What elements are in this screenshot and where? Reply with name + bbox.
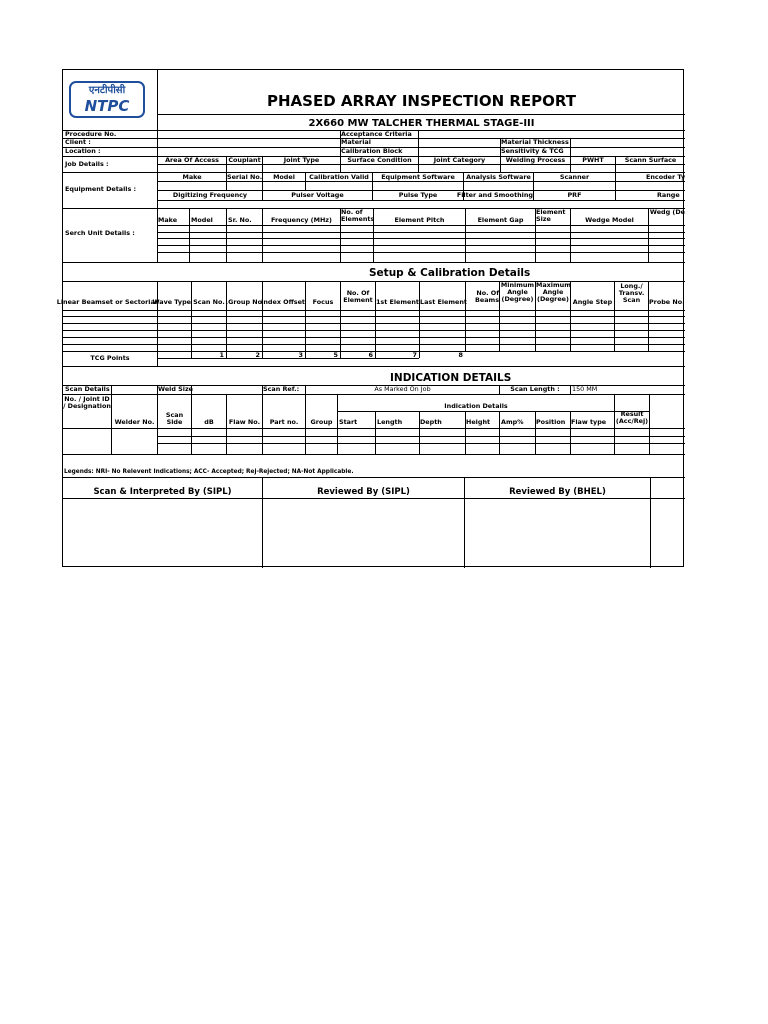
grid-line xyxy=(648,208,649,262)
setup-col-no-of-beams: No. Of Beams xyxy=(475,289,499,304)
ind-col-height: Height xyxy=(466,418,491,426)
grid-line xyxy=(157,252,685,253)
grid-line xyxy=(570,138,571,156)
setup-col-wave-type: Wave Type xyxy=(152,298,191,306)
setup-col-beamset: Linear Beamset or Sectorial xyxy=(56,298,157,306)
tcg-points-label: TCG Points xyxy=(90,354,130,362)
setup-calibration-title: Setup & Calibration Details xyxy=(369,267,531,279)
setup-col-max-angle: Maximum Angle (Degree) xyxy=(536,281,571,303)
equip-col-filter-smoothing: Filter and Smoothing xyxy=(456,191,533,199)
job-col-joint-category: Joint Category xyxy=(433,156,486,164)
equip-col-model: Model xyxy=(273,173,295,181)
equipment-details-label: Equipment Details : xyxy=(65,185,137,193)
inspection-report-sheet xyxy=(56,69,686,567)
setup-col-index-offset: Index Offset xyxy=(261,298,305,306)
su-col-element-gap: Element Gap xyxy=(477,216,524,224)
su-col-wedge-model: Wedge Model xyxy=(585,216,634,224)
equip-col-scanner: Scanner xyxy=(559,173,590,181)
tcg-point-3: 3 xyxy=(298,351,303,359)
tcg-point-1: 1 xyxy=(219,351,224,359)
tcg-point-6: 6 xyxy=(368,351,373,359)
job-col-joint-type: Joint Type xyxy=(283,156,320,164)
acceptance-criteria-label: Acceptance Criteria xyxy=(341,130,412,138)
sensitivity-tcg-label: Sensitivity & TCG xyxy=(501,147,564,155)
grid-line xyxy=(375,411,376,454)
equip-col-equipment-software: Equipment Software xyxy=(381,173,455,181)
grid-line xyxy=(111,385,112,394)
grid-line xyxy=(63,262,685,263)
grid-line xyxy=(615,190,616,200)
job-col-pwht: PWHT xyxy=(582,156,604,164)
grid-line xyxy=(262,281,263,358)
equip-col-calibration-valid: Calibration Valid xyxy=(309,173,369,181)
weld-size-label: Weld Size xyxy=(158,385,193,393)
grid-line xyxy=(157,436,685,437)
ind-col-part-no: Part no. xyxy=(269,418,299,426)
grid-line xyxy=(157,164,685,165)
grid-line xyxy=(157,238,685,239)
setup-col-no-of-element: No. Of Element xyxy=(343,289,373,304)
grid-line xyxy=(63,366,685,367)
grid-line xyxy=(157,281,158,366)
su-col-sr-no: Sr. No. xyxy=(228,216,252,224)
material-thickness-label: Material Thickness xyxy=(501,138,569,146)
grid-line xyxy=(157,225,685,226)
signature-scan-interpreted-sipl: Scan & Interpreted By (SIPL) xyxy=(93,487,232,497)
grid-line xyxy=(191,281,192,358)
su-col-model: Model xyxy=(191,216,213,224)
setup-col-1st-element: 1st Element xyxy=(375,298,419,306)
grid-line xyxy=(226,281,227,358)
tcg-point-2: 2 xyxy=(255,351,260,359)
su-col-element-size: Element Size xyxy=(536,208,566,223)
equip-col-analysis-software: Analysis Software xyxy=(466,173,531,181)
job-details-label: Job Details : xyxy=(65,160,109,168)
scan-ref-value: As Marked On Job xyxy=(374,385,431,393)
setup-col-last-element: Last Element xyxy=(420,298,467,306)
grid-line xyxy=(226,208,227,262)
job-col-scann-surface: Scann Surface xyxy=(624,156,677,164)
setup-col-probe-no: Probe No. xyxy=(649,298,685,306)
signature-reviewed-bhel: Reviewed By (BHEL) xyxy=(509,487,606,497)
setup-col-long-transv-scan: Long./ Transv. Scan xyxy=(618,282,645,304)
grid-line xyxy=(305,281,306,358)
material-label: Material xyxy=(341,138,371,146)
equip-col-make: Make xyxy=(182,173,202,181)
grid-line xyxy=(63,454,685,455)
report-subtitle: 2X660 MW TALCHER THERMAL STAGE-III xyxy=(308,118,535,129)
client-label: Client : xyxy=(65,138,91,146)
grid-line xyxy=(63,138,685,139)
job-col-area-of-access: Area Of Access xyxy=(165,156,219,164)
setup-col-min-angle: Minimum Angle (Degree) xyxy=(500,281,535,303)
grid-line xyxy=(650,477,651,568)
ind-col-scan-side: Scan Side xyxy=(165,411,184,426)
ntpc-logo-hindi-text: एनटीपीसी xyxy=(88,85,126,96)
setup-col-focus: Focus xyxy=(312,298,334,306)
report-title: PHASED ARRAY INSPECTION REPORT xyxy=(266,92,577,110)
grid-line xyxy=(189,208,190,262)
grid-line xyxy=(649,394,650,454)
equip-col-digitizing-frequency: Digitizing Frequency xyxy=(172,191,248,199)
ind-col-start: Start xyxy=(339,418,358,426)
grid-line xyxy=(418,130,419,156)
equip-col-range: Range xyxy=(657,191,680,199)
su-col-wedge-degree: Wedg (De xyxy=(649,208,685,216)
grid-line xyxy=(337,411,649,412)
grid-line xyxy=(157,70,158,262)
grid-line xyxy=(570,281,571,351)
search-unit-details-label: Serch Unit Details : xyxy=(65,229,135,237)
grid-line xyxy=(499,411,500,454)
equip-col-prf: PRF xyxy=(567,191,582,199)
ind-col-group: Group xyxy=(310,418,333,426)
tcg-point-5: 5 xyxy=(333,351,338,359)
grid-line xyxy=(570,385,571,394)
su-col-no-of-elements: No. of Elements xyxy=(341,208,375,223)
signature-reviewed-sipl: Reviewed By (SIPL) xyxy=(317,487,410,497)
ind-col-result: Result (Acc/Rej) xyxy=(615,410,649,425)
equip-col-encoder-type: Encoder Ty xyxy=(646,173,686,181)
ind-col-db: dB xyxy=(204,418,214,426)
procedure-no-label: Procedure No. xyxy=(65,130,117,138)
scan-ref-label: Scan Ref.: xyxy=(263,385,300,393)
grid-line xyxy=(615,172,616,190)
indication-details-title: INDICATION DETAILS xyxy=(390,372,512,384)
ind-col-depth: Depth xyxy=(420,418,442,426)
grid-line xyxy=(157,200,685,201)
grid-line xyxy=(63,172,685,173)
equip-col-pulse-type: Pulse Type xyxy=(398,191,438,199)
tcg-point-8: 8 xyxy=(458,351,463,359)
grid-line xyxy=(419,281,420,358)
grid-line xyxy=(157,232,685,233)
grid-line xyxy=(375,281,376,358)
su-col-element-pitch: Element Pitch xyxy=(394,216,445,224)
ind-col-indication-details: Indication Details xyxy=(444,402,508,410)
grid-line xyxy=(157,181,685,182)
grid-line xyxy=(157,245,685,246)
grid-line xyxy=(63,477,685,478)
calibration-block-label: Calibration Block xyxy=(341,147,403,155)
location-label: Location : xyxy=(65,147,101,155)
job-col-welding-process: Welding Process xyxy=(505,156,566,164)
setup-col-group-no: Group No. xyxy=(225,298,262,306)
scan-length-label: Scan Length : xyxy=(510,385,560,393)
grid-line xyxy=(63,498,685,499)
tcg-point-7: 7 xyxy=(412,351,417,359)
ind-col-welder-no: Welder No. xyxy=(114,418,155,426)
ind-col-flaw-type: Flaw type xyxy=(571,418,607,426)
legends-text: Legends: NRI- No Relevent Indications; ACC- Accepted; Rej-Rejected; NA-Not Applicable. xyxy=(64,469,354,475)
job-col-couplant: Couplant xyxy=(228,156,261,164)
su-col-frequency: Frequency (MHz) xyxy=(271,216,332,224)
job-col-surface-condition: Surface Condition xyxy=(347,156,412,164)
ind-col-joint-id: No. / Joint ID / Designation xyxy=(63,395,111,410)
scan-details-label: Scan Details xyxy=(65,385,110,393)
setup-col-angle-step: Angle Step xyxy=(572,298,613,306)
ntpc-logo xyxy=(69,81,145,118)
ntpc-logo-text: NTPC xyxy=(84,97,130,115)
equip-col-serial-no: Serial No. xyxy=(227,173,263,181)
grid-line xyxy=(157,443,685,444)
ind-col-length: Length xyxy=(377,418,403,426)
grid-line xyxy=(157,114,685,115)
scan-length-value: 150 MM xyxy=(572,385,598,393)
setup-col-scan-no: Scan No. xyxy=(193,298,225,306)
su-col-make: Make xyxy=(158,216,178,224)
grid-line xyxy=(648,281,649,351)
ind-col-position: Position xyxy=(536,418,566,426)
ind-col-flaw-no: Flaw No. xyxy=(228,418,261,426)
equip-col-pulser-voltage: Pulser Voltage xyxy=(291,191,344,199)
ind-col-amp: Amp% xyxy=(501,418,524,426)
